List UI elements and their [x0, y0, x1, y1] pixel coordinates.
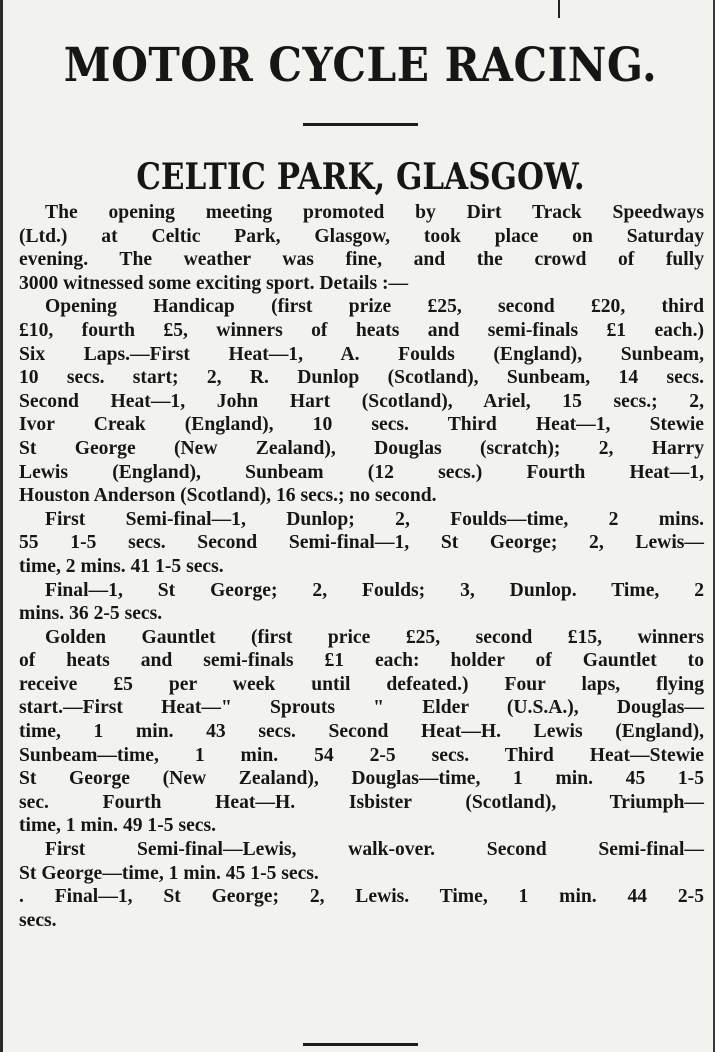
text-line: 3000 witnessed some exciting sport. Details :— — [19, 272, 409, 294]
text-line: Six Laps.—First Heat—1, A. Foulds (England), Sunbeam, — [19, 343, 704, 365]
headline: MOTOR CYCLE RACING. — [63, 38, 658, 93]
text-line: Sunbeam—time, 1 min. 54 2-5 secs. Third Heat—Stewie — [19, 744, 704, 766]
column-tick-mark — [558, 0, 560, 18]
text-line: £10, fourth £5, winners of heats and semi-finals £1 each.) — [19, 319, 704, 341]
text-line: Ivor Creak (England), 10 secs. Third Heat—1, Stewie — [19, 414, 704, 436]
article-paragraph — [19, 626, 704, 838]
article-paragraph — [19, 885, 704, 932]
article-paragraph — [19, 838, 704, 885]
text-line: 10 secs. start; 2, R. Dunlop (Scotland), Sunbeam, 14 secs. — [19, 367, 704, 389]
text-line: Second Heat—1, John Hart (Scotland), Ariel, 15 secs.; 2, — [19, 390, 704, 412]
text-line: time, 1 min. 43 secs. Second Heat—H. Lewis (England), — [19, 721, 704, 743]
text-line: 55 1-5 secs. Second Semi-final—1, St George; 2, Lewis— — [19, 532, 704, 554]
text-line: time, 2 mins. 41 1-5 secs. — [19, 555, 224, 577]
text-line: . Final—1, St George; 2, Lewis. Time, 1 min. 44 2-5 — [19, 886, 704, 908]
article-paragraph — [19, 201, 704, 295]
article-paragraph — [19, 508, 704, 579]
text-line: St George—time, 1 min. 45 1-5 secs. — [19, 862, 319, 884]
article-paragraph — [19, 295, 704, 507]
article-body — [19, 201, 704, 932]
text-line: First Semi-final—Lewis, walk-over. Second Semi-final— — [45, 839, 704, 861]
footer-divider — [303, 1043, 418, 1046]
text-line: St George (New Zealand), Douglas—time, 1 min. 45 1-5 — [19, 768, 704, 790]
headline-divider — [303, 123, 418, 126]
text-line: Lewis (England), Sunbeam (12 secs.) Fourth Heat—1, — [19, 461, 704, 483]
text-line: Final—1, St George; 2, Foulds; 3, Dunlop. Time, 2 — [45, 579, 704, 601]
text-line: mins. 36 2-5 secs. — [19, 603, 163, 625]
text-line: receive £5 per week until defeated.) Four laps, flying — [19, 673, 704, 695]
text-line: First Semi-final—1, Dunlop; 2, Foulds—time, 2 mins. — [45, 508, 704, 530]
subheading: CELTIC PARK, GLASGOW. — [136, 156, 585, 198]
text-line: time, 1 min. 49 1-5 secs. — [19, 815, 216, 837]
text-line: St George (New Zealand), Douglas (scratch); 2, Harry — [19, 437, 704, 459]
text-line: of heats and semi-finals £1 each: holder of Gauntlet to — [19, 650, 704, 672]
text-line: start.—First Heat—" Sprouts " Elder (U.S.A.), Douglas— — [19, 697, 704, 719]
text-line: The opening meeting promoted by Dirt Track Speedways — [45, 202, 704, 223]
text-line: Houston Anderson (Scotland), 16 secs.; no second. — [19, 485, 437, 507]
text-line: Golden Gauntlet (first price £25, second £15, winners — [45, 626, 704, 648]
article-paragraph — [19, 579, 704, 626]
text-line: evening. The weather was fine, and the crowd of fully — [19, 249, 704, 271]
text-line: sec. Fourth Heat—H. Isbister (Scotland), Triumph— — [19, 791, 704, 813]
text-line: secs. — [19, 909, 57, 931]
text-line: (Ltd.) at Celtic Park, Glasgow, took place on Saturday — [19, 225, 704, 247]
text-line: Opening Handicap (first prize £25, second £20, third — [45, 296, 704, 318]
